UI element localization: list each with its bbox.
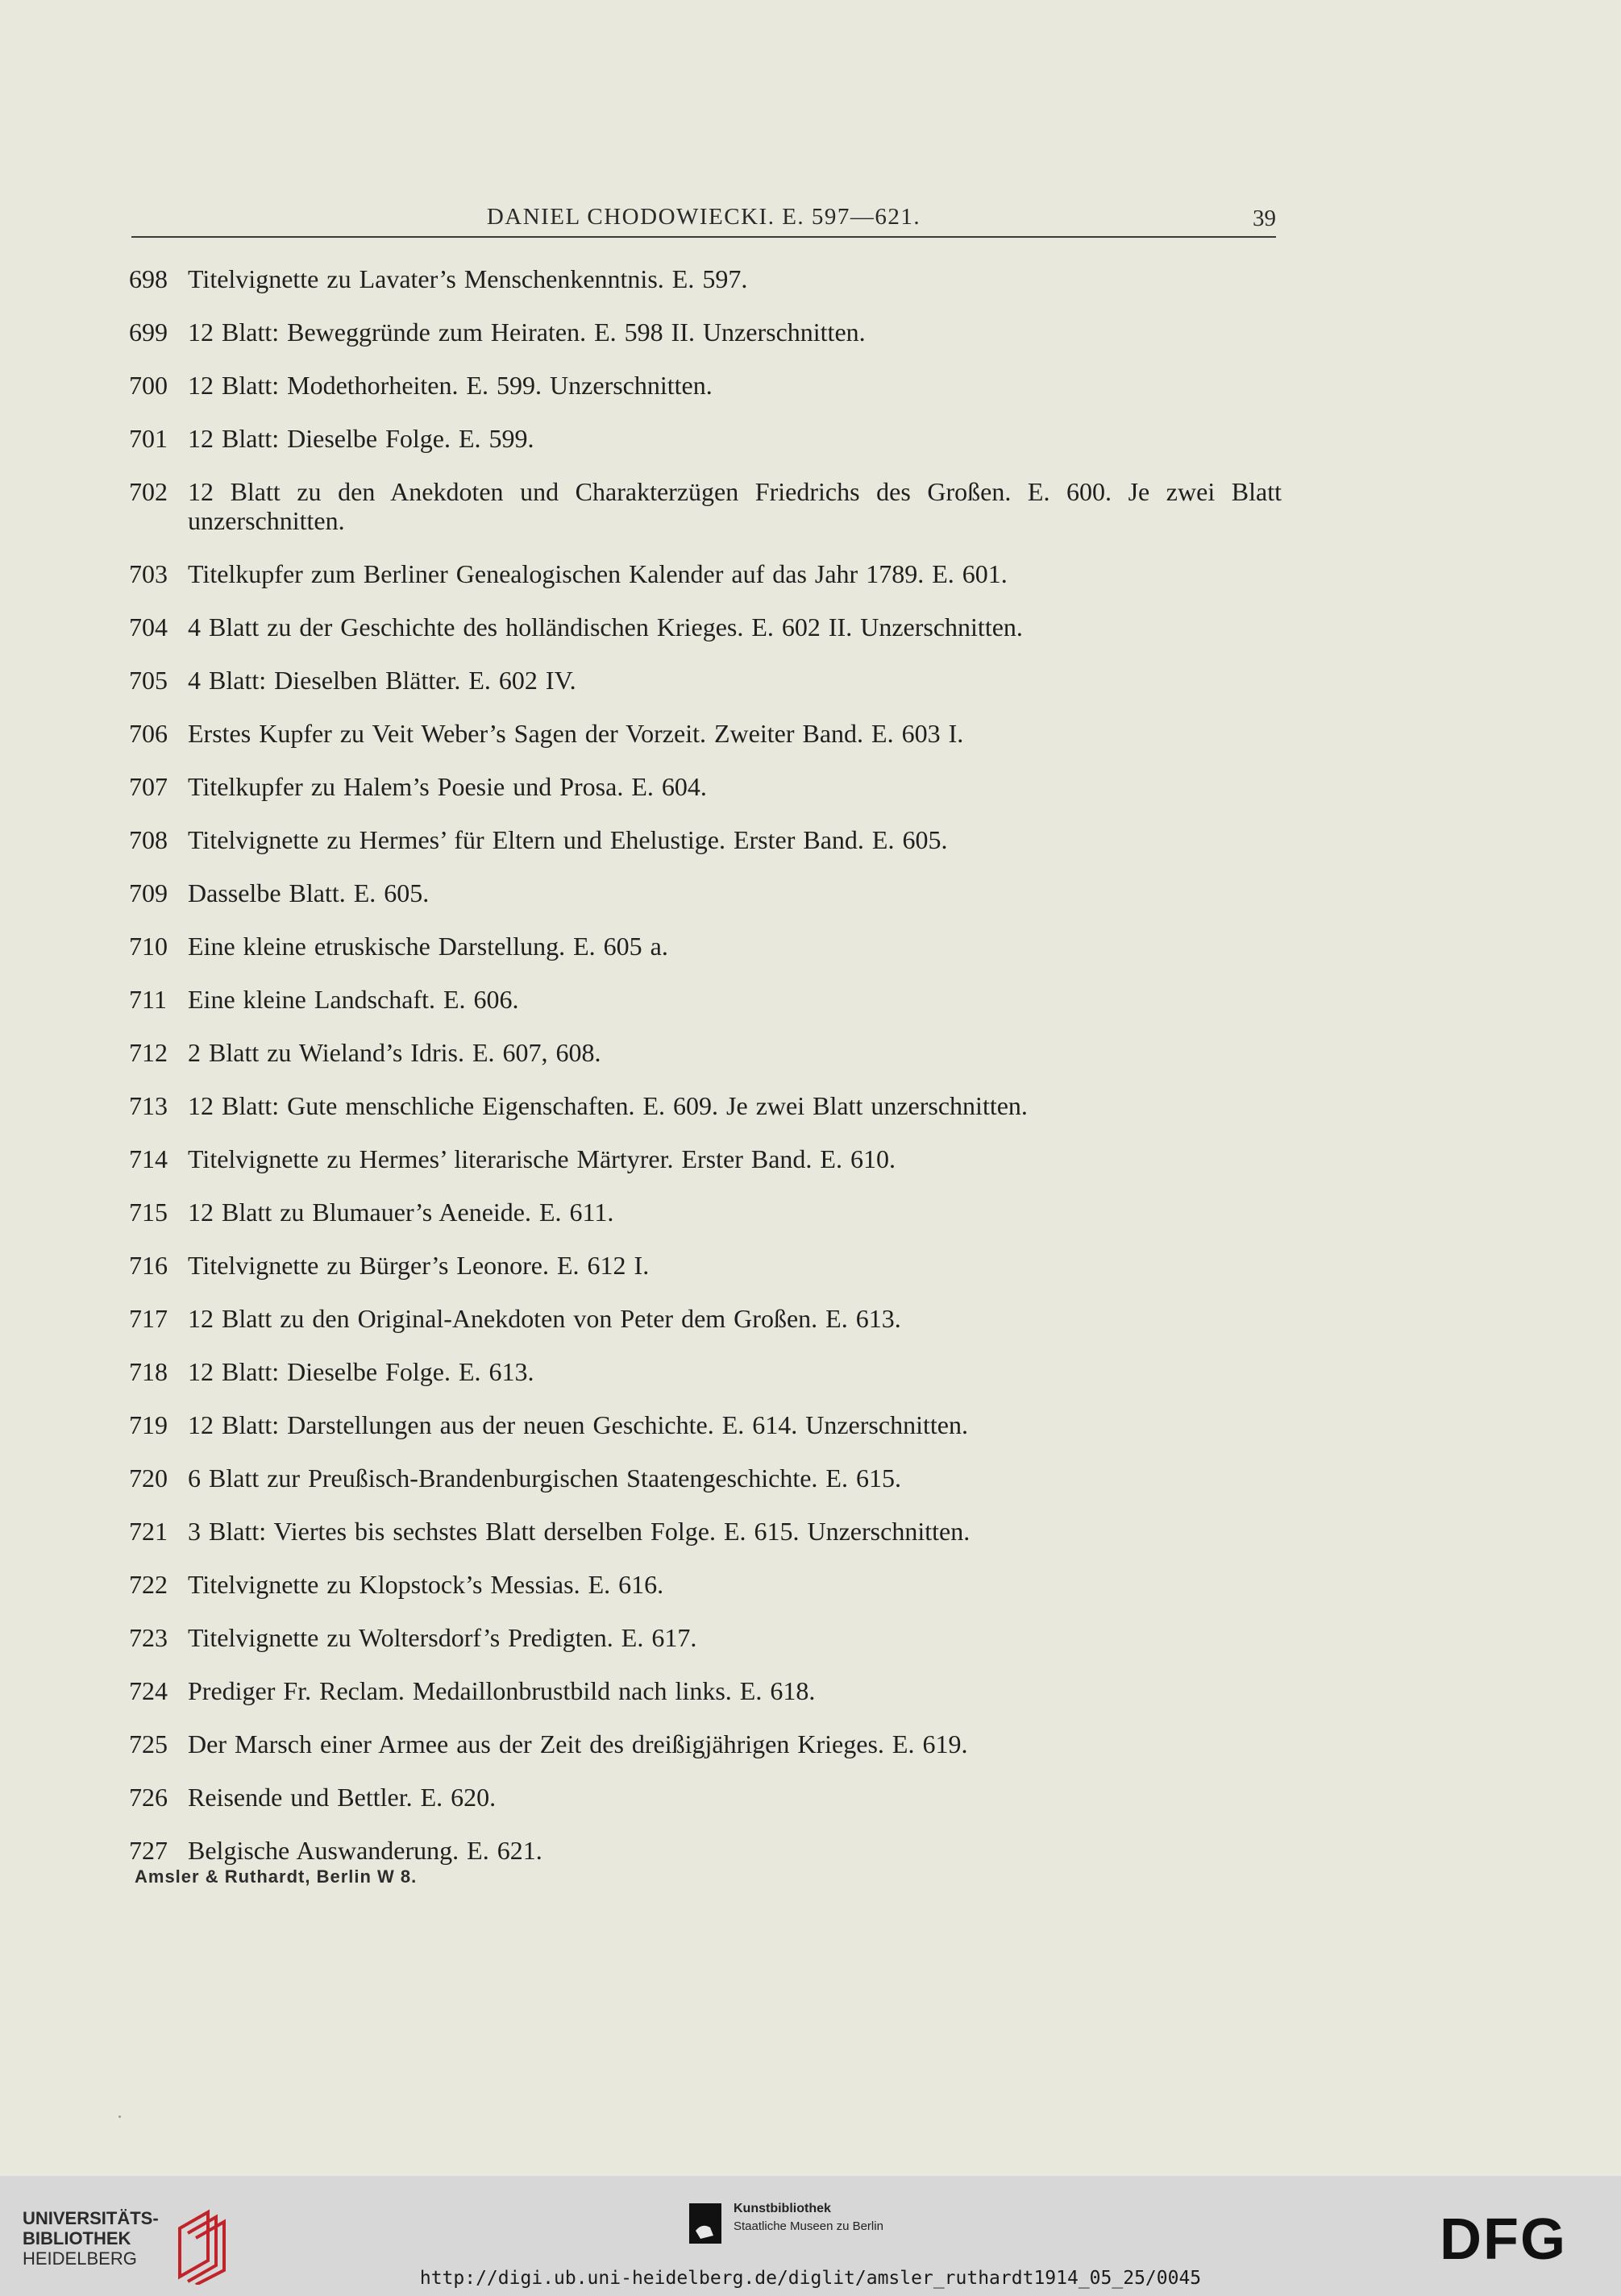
entry-description: Titelvignette zu Woltersdorf’s Predigten. E. 617.: [188, 1623, 697, 1652]
dfg-logo-mark: [1440, 2212, 1597, 2265]
entry-number: 722: [129, 1570, 168, 1599]
dfg-logo[interactable]: [1440, 2212, 1597, 2265]
entry-number: 719: [129, 1410, 168, 1439]
ub-heidelberg-logo[interactable]: [23, 2208, 240, 2273]
entry-description: 3 Blatt: Viertes bis sechstes Blatt derselben Folge. E. 615. Unzerschnitten.: [188, 1517, 971, 1546]
publisher-imprint: Amsler & Ruthardt, Berlin W 8.: [135, 1866, 418, 1887]
paper-speck: [118, 2115, 121, 2118]
entry-number: 720: [129, 1464, 168, 1493]
entry-description: 12 Blatt zu Blumauer’s Aeneide. E. 611.: [188, 1198, 614, 1227]
entry-number: 713: [129, 1091, 168, 1120]
ub-line-1: UNIVERSITÄTS-: [23, 2208, 159, 2228]
ub-line-2: BIBLIOTHEK: [23, 2228, 131, 2248]
entry-number: 704: [129, 612, 168, 641]
catalog-entry: [129, 1623, 1282, 1652]
catalog-entry: [129, 424, 1282, 453]
entry-number: 716: [129, 1251, 168, 1280]
entry-description: 6 Blatt zur Preußisch-Brandenburgischen Staatengeschichte. E. 615.: [188, 1464, 901, 1493]
entry-description: 4 Blatt: Dieselben Blätter. E. 602 IV.: [188, 666, 576, 695]
catalog-entry: [129, 612, 1282, 641]
entry-number: 703: [129, 559, 168, 588]
entry-description: Titelvignette zu Bürger’s Leonore. E. 612 I.: [188, 1251, 650, 1280]
catalog-entry: [129, 264, 1282, 293]
entry-number: 712: [129, 1038, 168, 1067]
catalog-entry: [129, 932, 1282, 961]
catalog-entry: [129, 1783, 1282, 1812]
entry-number: 715: [129, 1198, 168, 1227]
catalog-entry: [129, 772, 1282, 801]
catalog-entry: [129, 666, 1282, 695]
entry-number: 718: [129, 1357, 168, 1386]
catalog-entry: [129, 318, 1282, 347]
entry-description: 12 Blatt zu den Anekdoten und Charakterzügen Friedrichs des Großen. E. 600. Je zwei Blatt unzerschnitten.: [188, 477, 1282, 535]
kunstbibliothek-subtitle: Staatliche Museen zu Berlin: [734, 2219, 883, 2233]
entry-description: Belgische Auswanderung. E. 621.: [188, 1836, 542, 1865]
entry-number: 723: [129, 1623, 168, 1652]
entry-description: Reisende und Bettler. E. 620.: [188, 1783, 497, 1812]
catalog-entry: [129, 1676, 1282, 1705]
entry-number: 711: [129, 985, 167, 1014]
entry-description: 12 Blatt: Dieselbe Folge. E. 599.: [188, 424, 534, 453]
entry-description: 12 Blatt: Modethorheiten. E. 599. Unzerschnitten.: [188, 371, 713, 400]
entry-description: 12 Blatt: Darstellungen aus der neuen Geschichte. E. 614. Unzerschnitten.: [188, 1410, 968, 1439]
catalog-entry: [129, 1836, 1282, 1865]
entry-description: 12 Blatt: Beweggründe zum Heiraten. E. 598 II. Unzerschnitten.: [188, 318, 866, 347]
entry-number: 717: [129, 1304, 168, 1333]
entry-number: 706: [129, 719, 168, 748]
catalog-entry: [129, 1570, 1282, 1599]
entry-description: 2 Blatt zu Wieland’s Idris. E. 607, 608.: [188, 1038, 601, 1067]
entry-number: 707: [129, 772, 168, 801]
kunstbibliothek-emblem-icon: [689, 2203, 721, 2244]
catalog-entry: [129, 985, 1282, 1014]
catalog-entry: [129, 1464, 1282, 1493]
entry-description: 12 Blatt: Gute menschliche Eigenschaften. E. 609. Je zwei Blatt unzerschnitten.: [188, 1091, 1028, 1120]
entry-number: 702: [129, 477, 168, 506]
catalog-entry: [129, 825, 1282, 854]
catalog-entry: [129, 1517, 1282, 1546]
entry-number: 700: [129, 371, 168, 400]
entry-description: Der Marsch einer Armee aus der Zeit des dreißigjährigen Krieges. E. 619.: [188, 1729, 968, 1758]
entry-description: Titelvignette zu Hermes’ für Eltern und Ehelustige. Erster Band. E. 605.: [188, 825, 948, 854]
entry-description: Dasselbe Blatt. E. 605.: [188, 878, 430, 907]
entry-number: 721: [129, 1517, 168, 1546]
catalog-entry: [129, 559, 1282, 588]
kunstbibliothek-logo[interactable]: [689, 2200, 947, 2248]
running-head-title: DANIEL CHODOWIECKI. E. 597—621.: [486, 204, 921, 230]
catalog-entry: [129, 371, 1282, 400]
entry-description: Titelvignette zu Klopstock’s Messias. E. 616.: [188, 1570, 664, 1599]
entry-number: 708: [129, 825, 168, 854]
entry-description: Titelkupfer zum Berliner Genealogischen Kalender auf das Jahr 1789. E. 601.: [188, 559, 1008, 588]
entry-description: 12 Blatt: Dieselbe Folge. E. 613.: [188, 1357, 534, 1386]
entry-number: 726: [129, 1783, 168, 1812]
entry-number: 709: [129, 878, 168, 907]
page-number: 39: [1253, 206, 1276, 231]
entry-description: Eine kleine etruskische Darstellung. E. 605 a.: [188, 932, 668, 961]
entry-number: 698: [129, 264, 168, 293]
catalog-entry: [129, 1198, 1282, 1227]
entry-description: Titelvignette zu Lavater’s Menschenkenntnis. E. 597.: [188, 264, 748, 293]
footer-bar: [0, 2176, 1621, 2296]
entry-number: 699: [129, 318, 168, 347]
catalog-entry: [129, 1251, 1282, 1280]
entry-description: Prediger Fr. Reclam. Medaillonbrustbild nach links. E. 618.: [188, 1676, 816, 1705]
entry-number: 714: [129, 1144, 168, 1173]
ub-heidelberg-wordmark: [23, 2208, 159, 2269]
entry-number: 705: [129, 666, 168, 695]
entry-number: 724: [129, 1676, 168, 1705]
catalog-entry: [129, 1038, 1282, 1067]
entry-description: Erstes Kupfer zu Veit Weber’s Sagen der Vorzeit. Zweiter Band. E. 603 I.: [188, 719, 964, 748]
catalog-entry: [129, 1091, 1282, 1120]
entry-description: 12 Blatt zu den Original-Anekdoten von Peter dem Großen. E. 613.: [188, 1304, 901, 1333]
catalog-entry: [129, 1729, 1282, 1758]
kunstbibliothek-name: Kunstbibliothek: [734, 2202, 831, 2215]
entry-description: Titelvignette zu Hermes’ literarische Märtyrer. Erster Band. E. 610.: [188, 1144, 896, 1173]
entry-description: Titelkupfer zu Halem’s Poesie und Prosa. E. 604.: [188, 772, 707, 801]
ub-line-3: HEIDELBERG: [23, 2248, 137, 2269]
catalog-entry: [129, 878, 1282, 907]
entry-number: 727: [129, 1836, 168, 1865]
entry-description: 4 Blatt zu der Geschichte des holländischen Krieges. E. 602 II. Unzerschnitten.: [188, 612, 1023, 641]
permalink-url[interactable]: http://digi.ub.uni-heidelberg.de/diglit/amsler_ruthardt1914_05_25/0045: [419, 2268, 1202, 2289]
running-head: [131, 204, 1276, 238]
dfg-logo-text: DFG: [1440, 2212, 1567, 2265]
catalog-entry: [129, 477, 1282, 535]
entry-number: 701: [129, 424, 168, 453]
catalog-entry: [129, 1304, 1282, 1333]
catalog-entry: [129, 1410, 1282, 1439]
catalog-entry: [129, 719, 1282, 748]
entry-number: 725: [129, 1729, 168, 1758]
catalog-entry: [129, 1357, 1282, 1386]
catalog-entry: [129, 1144, 1282, 1173]
entry-description: Eine kleine Landschaft. E. 606.: [188, 985, 519, 1014]
entry-number: 710: [129, 932, 168, 961]
catalog-entry-list: [129, 264, 1282, 1889]
